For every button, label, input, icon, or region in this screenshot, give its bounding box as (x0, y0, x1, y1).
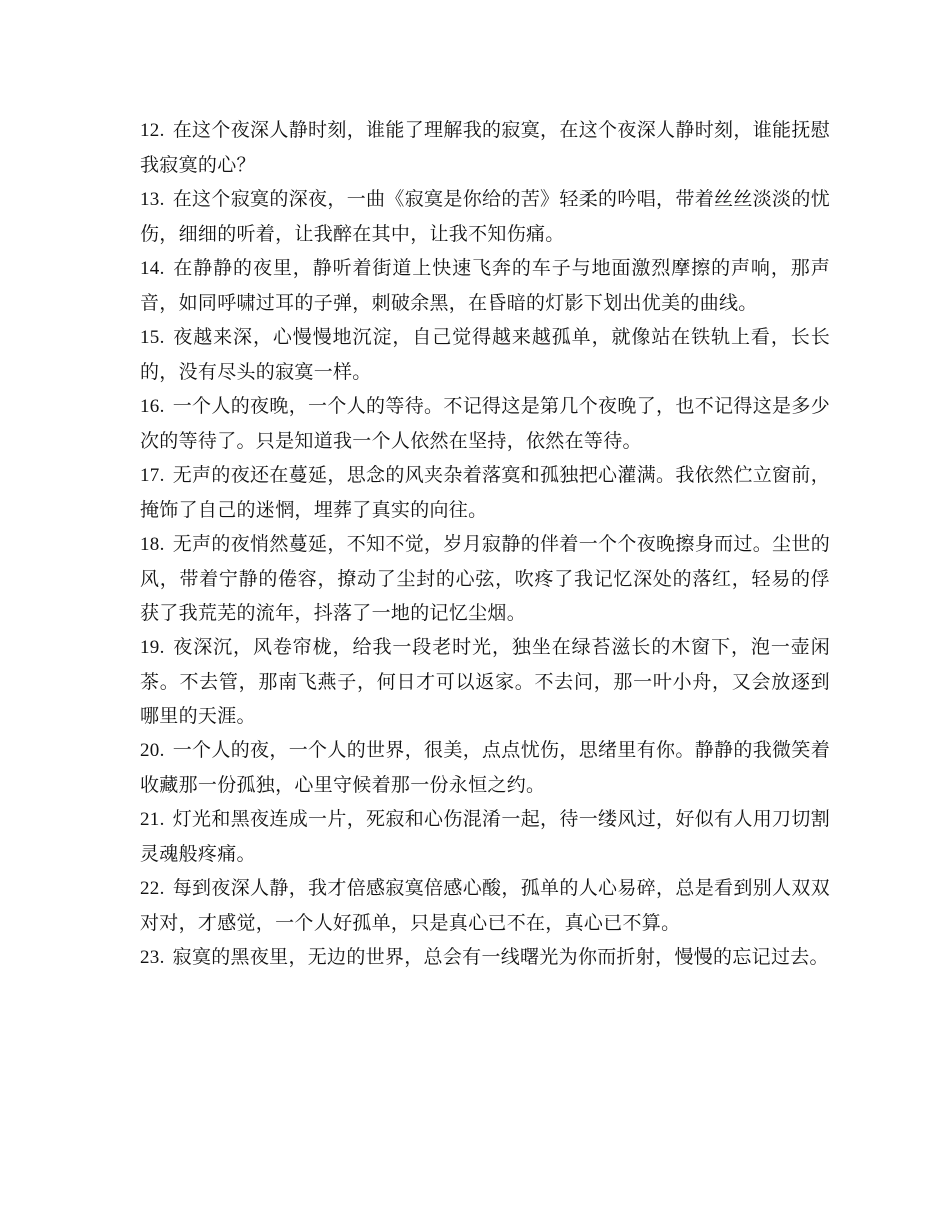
item-text: 夜越来深，心慢慢地沉淀，自己觉得越来越孤单，就像站在铁轨上看，长长的，没有尽头的寂寞一样。 (140, 326, 830, 383)
list-item (140, 630, 830, 733)
list-item (140, 802, 830, 871)
item-number: 17. (140, 465, 165, 486)
item-text: 一个人的夜晚，一个人的等待。不记得这是第几个夜晚了，也不记得这是多少次的等待了。只是知道我一个人依然在坚持，依然在等待。 (140, 395, 830, 452)
list-item (140, 251, 830, 320)
item-number: 23. (140, 947, 165, 968)
item-number: 20. (140, 740, 165, 761)
list-item (140, 940, 830, 975)
list-item (140, 113, 830, 182)
item-number: 15. (140, 327, 165, 348)
list-item (140, 733, 830, 802)
item-text: 寂寞的黑夜里，无边的世界，总会有一线曙光为你而折射，慢慢的忘记过去。 (172, 946, 829, 968)
list-item (140, 389, 830, 458)
item-text: 夜深沉，风卷帘栊，给我一段老时光，独坐在绿苔滋长的木窗下，泡一壶闲茶。不去管，那南飞燕子，何日才可以返家。不去问，那一叶小舟，又会放逐到哪里的天涯。 (140, 636, 830, 727)
item-number: 16. (140, 396, 165, 417)
item-number: 13. (140, 189, 165, 210)
document-body (140, 113, 830, 975)
list-item (140, 458, 830, 527)
item-text: 在这个寂寞的深夜，一曲《寂寞是你给的苦》轻柔的吟唱，带着丝丝淡淡的忧伤，细细的听着，让我醉在其中，让我不知伤痛。 (140, 188, 830, 245)
item-number: 12. (140, 120, 165, 141)
list-item (140, 527, 830, 630)
list-item (140, 182, 830, 251)
item-number: 18. (140, 534, 165, 555)
item-number: 21. (140, 809, 165, 830)
item-text: 每到夜深人静，我才倍感寂寞倍感心酸，孤单的人心易碎，总是看到别人双双对对，才感觉，一个人好孤单，只是真心已不在，真心已不算。 (140, 877, 830, 934)
item-text: 无声的夜悄然蔓延，不知不觉，岁月寂静的伴着一个个夜晚擦身而过。尘世的风，带着宁静的倦容，撩动了尘封的心弦，吹疼了我记忆深处的落红，轻易的俘获了我荒芜的流年，抖落了一地的记忆尘烟。 (140, 533, 830, 624)
item-text: 在这个夜深人静时刻，谁能了理解我的寂寞，在这个夜深人静时刻，谁能抚慰我寂寞的心？ (140, 119, 830, 176)
item-number: 19. (140, 637, 165, 658)
list-item (140, 871, 830, 940)
list-item (140, 320, 830, 389)
item-text: 在静静的夜里，静听着街道上快速飞奔的车子与地面激烈摩擦的声响，那声音，如同呼啸过耳的子弹，刺破余黑，在昏暗的灯影下划出优美的曲线。 (140, 257, 830, 314)
item-text: 一个人的夜，一个人的世界，很美，点点忧伤，思绪里有你。静静的我微笑着收藏那一份孤独，心里守候着那一份永恒之约。 (140, 739, 830, 796)
item-text: 灯光和黑夜连成一片，死寂和心伤混淆一起，待一缕风过，好似有人用刀切割灵魂般疼痛。 (140, 808, 830, 865)
item-number: 14. (140, 258, 165, 279)
item-number: 22. (140, 878, 165, 899)
item-text: 无声的夜还在蔓延，思念的风夹杂着落寞和孤独把心灌满。我依然伫立窗前，掩饰了自己的迷惘，埋葬了真实的向往。 (140, 464, 830, 521)
